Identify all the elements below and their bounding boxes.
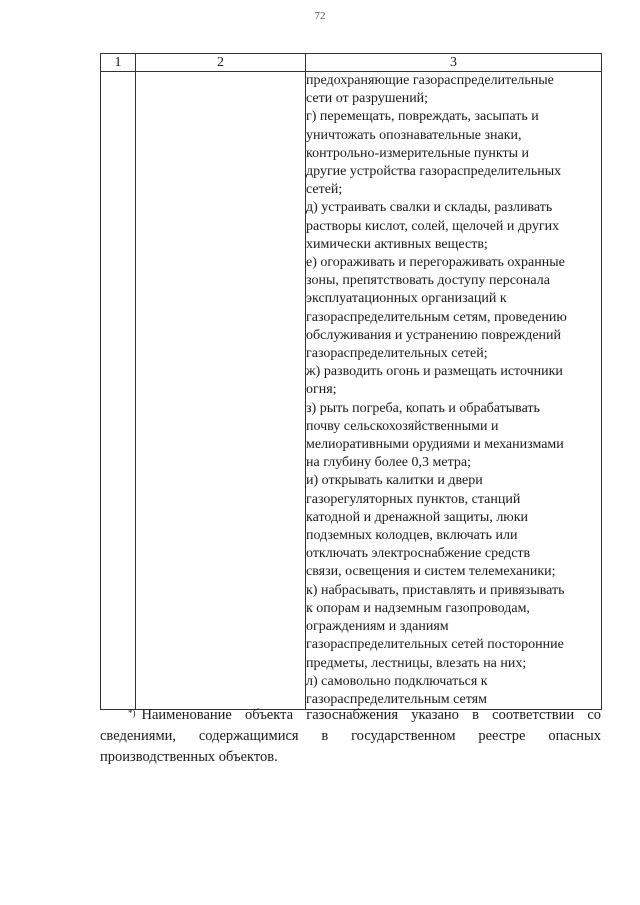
text-line: другие устройства газораспределительных [306, 164, 562, 180]
text-line: к) набрасывать, приставлять и привязывать [306, 582, 565, 598]
text-line: е) огораживать и перегораживать охранные [306, 255, 565, 271]
column-header-1: 1 [101, 54, 136, 72]
text-line: на глубину более 0,3 метра; [306, 455, 471, 471]
footnote-line-1 [100, 705, 601, 726]
text-line: газораспределительных сетей; [306, 346, 488, 362]
text-line: зоны, препятствовать доступу персонала [306, 273, 550, 289]
text-line: связи, освещения и систем телемеханики; [306, 564, 556, 580]
column-header-2: 2 [136, 54, 306, 72]
text-line: почву сельскохозяйственными и [306, 418, 499, 434]
footnote [100, 705, 601, 768]
footnote-first-phrase [128, 705, 232, 726]
text-line: г) перемещать, повреждать, засыпать и [306, 109, 539, 125]
footnote-word: объекта [245, 707, 294, 723]
footnote-line-2 [100, 726, 601, 747]
footnote-word: опасных [548, 728, 601, 744]
text-line: газорегуляторных пунктов, станций [306, 491, 521, 507]
text-line: подземных колодцев, включать или [306, 528, 518, 544]
footnote-word: содержащимися [198, 728, 299, 744]
text-line: химически активных веществ; [306, 236, 488, 252]
text-line: ограждениям и зданиям [306, 619, 449, 635]
footnote-word: в [321, 728, 329, 744]
text-line: обслуживания и устранению повреждений [306, 327, 562, 343]
text-line: огня; [306, 382, 337, 398]
text-line: мелиоративными орудиями и механизмами [306, 437, 564, 453]
cell-column-3-prohibitions [306, 72, 602, 710]
text-line: газораспределительных сетей посторонние [306, 637, 564, 653]
text-line: катодной и дренажной защиты, люки [306, 509, 529, 525]
document-table [100, 53, 602, 710]
cell-column-1 [101, 72, 136, 710]
footnote-word: в [472, 707, 479, 723]
footnote-word: Наименование [141, 707, 232, 723]
footnote-word: соответствии [492, 707, 575, 723]
table-header-row [101, 54, 602, 72]
text-line: сети от разрушений; [306, 91, 429, 107]
footnote-marker: *) [128, 708, 136, 718]
text-line: предохраняющие газораспределительные [306, 73, 554, 88]
footnote-word: указано [411, 707, 459, 723]
text-line: эксплуатационных организаций к [306, 291, 507, 307]
page-number: 72 [314, 10, 326, 22]
footnote-word: газоснабжения [306, 707, 399, 723]
text-line: растворы кислот, солей, щелочей и других [306, 218, 560, 234]
footnote-word: со [587, 707, 601, 723]
text-line: газораспределительным сетям [306, 691, 487, 707]
footnote-word: реестре [478, 728, 526, 744]
footnote-word: сведениями, [100, 728, 177, 744]
text-line: предметы, лестницы, влезать на них; [306, 655, 527, 671]
text-line: и) открывать калитки и двери [306, 473, 483, 489]
text-line: ж) разводить огонь и размещать источники [306, 364, 563, 380]
cell-column-2 [136, 72, 306, 710]
text-line: д) устраивать свалки и склады, разливать [306, 200, 553, 216]
text-line: контрольно-измерительные пункты и [306, 145, 530, 161]
text-line: к опорам и надземным газопроводам, [306, 600, 530, 616]
text-line: уничтожать опознавательные знаки, [306, 127, 522, 143]
text-line: газораспределительным сетям, проведению [306, 309, 567, 325]
footnote-word: государственном [351, 728, 456, 744]
footnote-line-3: производственных объектов. [100, 749, 278, 765]
table-row [101, 72, 602, 710]
text-line: з) рыть погреба, копать и обрабатывать [306, 400, 540, 416]
text-line: отключать электроснабжение средств [306, 546, 531, 562]
column-header-3: 3 [306, 54, 602, 72]
text-line: л) самовольно подключаться к [306, 673, 488, 689]
text-line: сетей; [306, 182, 343, 198]
